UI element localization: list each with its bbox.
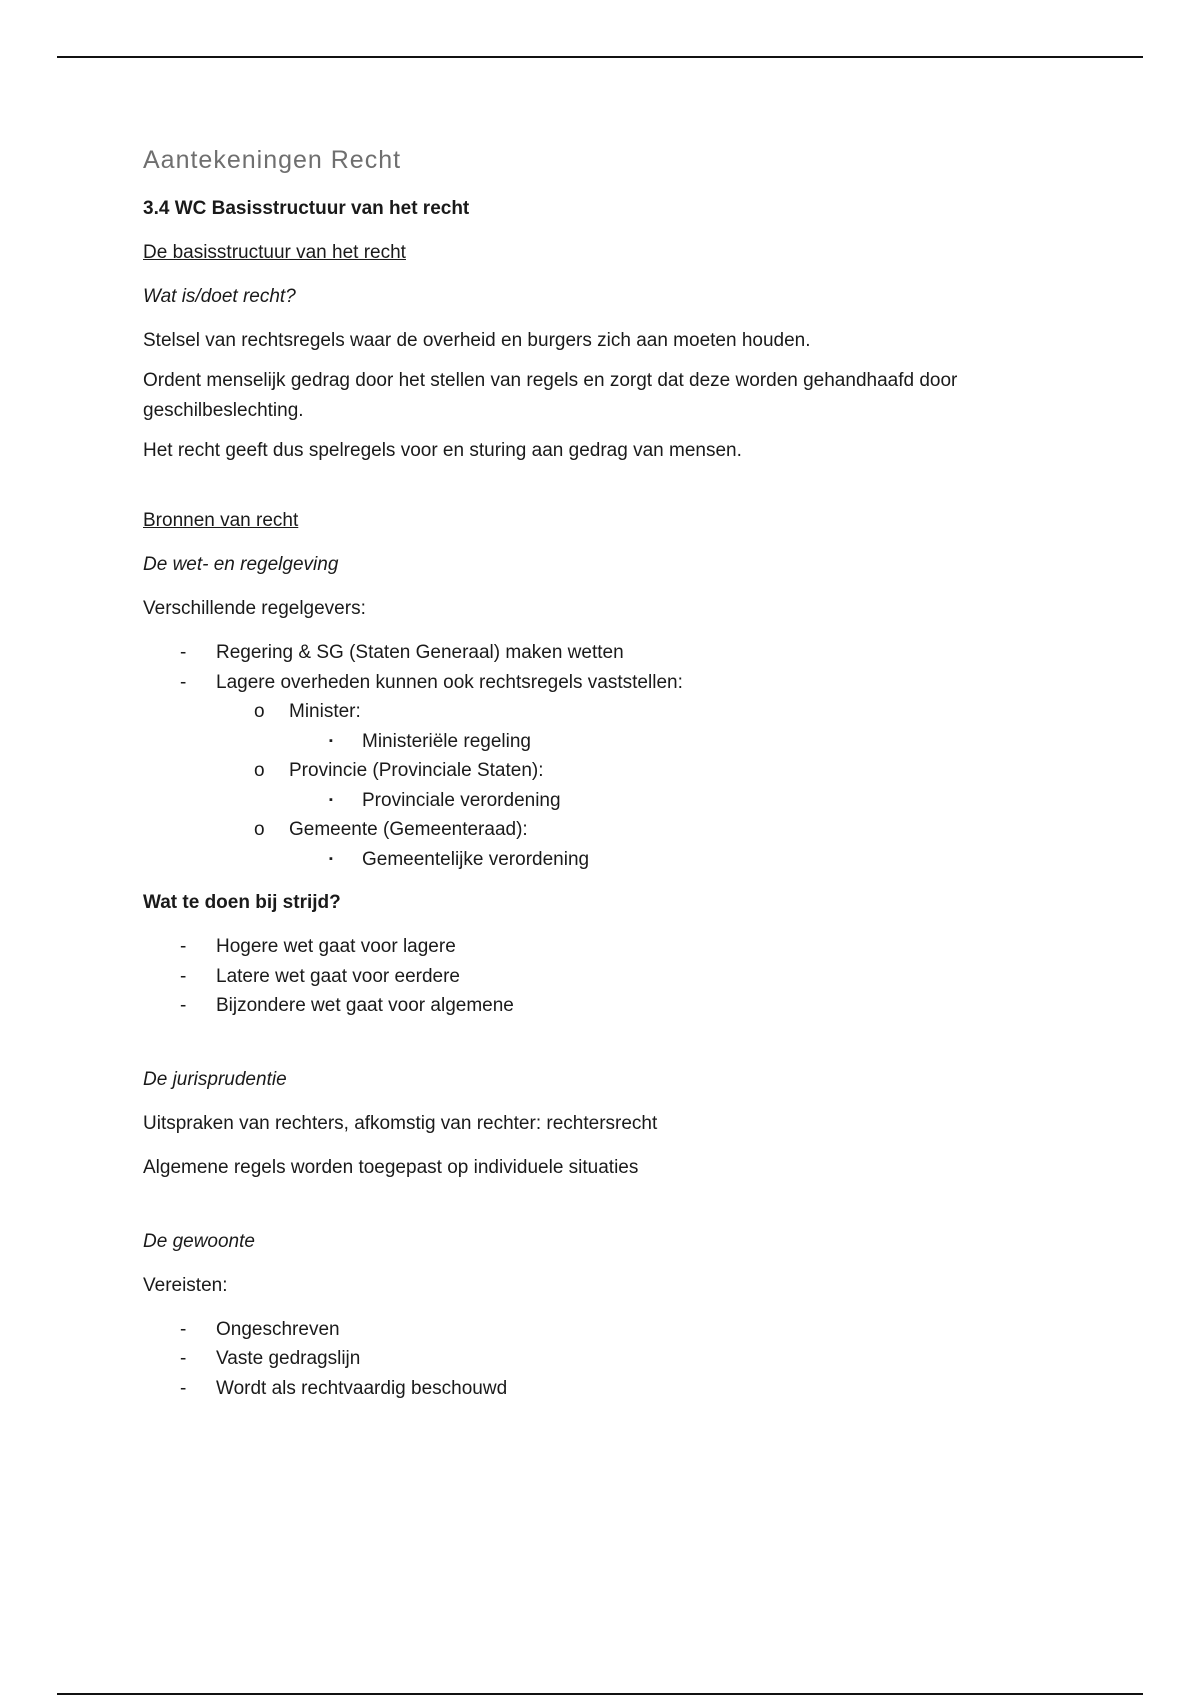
footer-rule — [57, 1693, 1143, 1695]
list-item — [216, 697, 1043, 756]
list-item — [289, 786, 1043, 816]
sub-list — [289, 786, 1043, 816]
document-body — [143, 142, 1043, 1417]
list-item-text: Minister: — [289, 701, 361, 722]
bronnen-heading: Bronnen van recht — [143, 510, 299, 531]
dash-bullet: - — [180, 995, 187, 1016]
spacer — [143, 1197, 1043, 1227]
list-item-text: Provinciale verordening — [362, 789, 561, 811]
circle-bullet: o — [254, 819, 265, 840]
list-item — [143, 932, 1043, 962]
list-item-text: Regering & SG (Staten Generaal) maken wetten — [216, 642, 624, 663]
strijd-list — [143, 932, 1043, 1021]
basis-heading: De basisstructuur van het recht — [143, 242, 406, 263]
dash-bullet: - — [180, 642, 187, 663]
spacer — [143, 1035, 1043, 1065]
dash-bullet: - — [180, 1318, 187, 1340]
section-heading: 3.4 WC Basisstructuur van het recht — [143, 198, 470, 219]
list-item-text: Bijzondere wet gaat voor algemene — [216, 995, 514, 1016]
circle-bullet: o — [254, 760, 265, 781]
paragraph: Ordent menselijk gedrag door het stellen van regels en zorgt dat deze worden gehandhaafd door geschilbeslechting. — [143, 370, 958, 421]
basis-question: Wat is/doet recht? — [143, 286, 296, 307]
strijd-heading: Wat te doen bij strijd? — [143, 892, 341, 913]
list-item — [143, 668, 1043, 875]
lagere-overheden-list — [216, 697, 1043, 874]
list-item — [143, 1374, 1043, 1404]
jurisprudentie-heading: De jurisprudentie — [143, 1068, 287, 1090]
list-item-text: Lagere overheden kunnen ook rechtsregels vaststellen: — [216, 671, 683, 693]
paragraph: Uitspraken van rechters, afkomstig van rechter: rechtersrecht — [143, 1112, 658, 1134]
list-item — [143, 1315, 1043, 1345]
list-item-text: Provincie (Provinciale Staten): — [289, 760, 544, 781]
list-item-text: Hogere wet gaat voor lagere — [216, 936, 456, 957]
list-item-text: Latere wet gaat voor eerdere — [216, 965, 460, 987]
dash-bullet: - — [180, 1348, 187, 1369]
header-rule — [57, 56, 1143, 58]
sub-list — [289, 845, 1043, 875]
square-bullet: ▪ — [329, 852, 333, 865]
dash-bullet: - — [180, 671, 187, 693]
list-item — [216, 815, 1043, 874]
list-item-text: Gemeente (Gemeenteraad): — [289, 819, 528, 840]
list-item-text: Gemeentelijke verordening — [362, 848, 590, 870]
list-item-text: Ministeriële regeling — [362, 730, 531, 752]
list-item — [143, 991, 1043, 1021]
gewoonte-heading: De gewoonte — [143, 1230, 255, 1252]
list-item — [289, 845, 1043, 875]
dash-bullet: - — [180, 936, 187, 957]
document-title: Aantekeningen Recht — [143, 146, 402, 174]
regelgevers-list — [143, 638, 1043, 874]
list-item-text: Ongeschreven — [216, 1318, 340, 1340]
vereisten-list — [143, 1315, 1043, 1404]
vereisten-label: Vereisten: — [143, 1274, 228, 1296]
square-bullet: ▪ — [329, 793, 333, 806]
list-item — [216, 756, 1043, 815]
square-bullet: ▪ — [329, 734, 333, 747]
regelgevers-label: Verschillende regelgevers: — [143, 598, 366, 619]
paragraph: Stelsel van rechtsregels waar de overheid en burgers zich aan moeten houden. — [143, 330, 811, 351]
dash-bullet: - — [180, 1377, 187, 1399]
dash-bullet: - — [180, 965, 187, 987]
sub-list — [289, 727, 1043, 757]
circle-bullet: o — [254, 701, 265, 722]
paragraph: Algemene regels worden toegepast op individuele situaties — [143, 1156, 639, 1178]
list-item — [289, 727, 1043, 757]
list-item — [143, 962, 1043, 992]
paragraph: Het recht geeft dus spelregels voor en sturing aan gedrag van mensen. — [143, 440, 742, 461]
wet-heading: De wet- en regelgeving — [143, 554, 339, 575]
list-item-text: Wordt als rechtvaardig beschouwd — [216, 1377, 508, 1399]
list-item — [143, 638, 1043, 668]
list-item — [143, 1344, 1043, 1374]
spacer — [143, 476, 1043, 506]
list-item-text: Vaste gedragslijn — [216, 1348, 361, 1369]
